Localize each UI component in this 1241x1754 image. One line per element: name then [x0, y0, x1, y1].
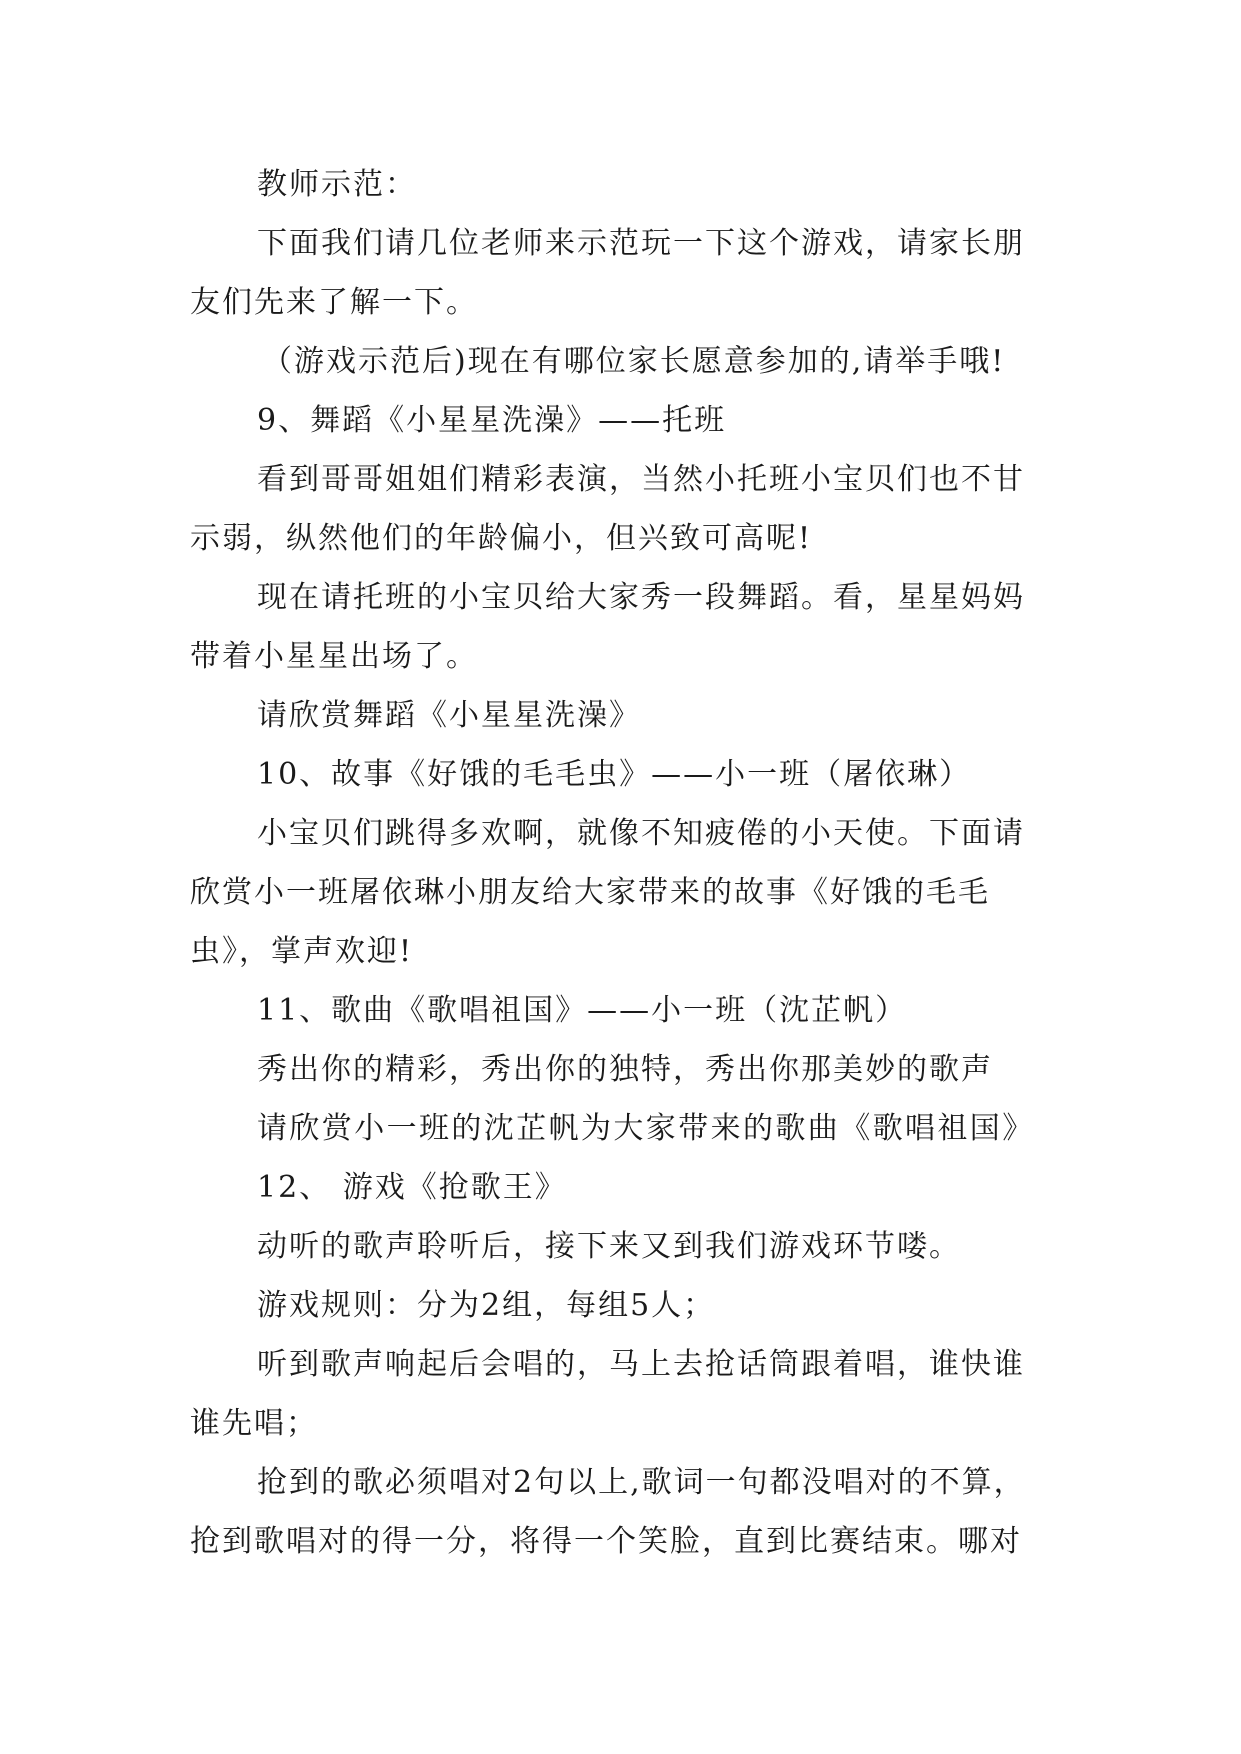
- paragraph-line: 抢到的歌必须唱对2句以上,歌词一句都没唱对的不算，: [257, 1465, 1026, 1500]
- paragraph-line: 听到歌声响起后会唱的，马上去抢话筒跟着唱，谁快谁: [257, 1347, 1025, 1382]
- paragraph-line: 欣赏小一班屠依琳小朋友给大家带来的故事《好饿的毛毛: [190, 875, 990, 910]
- section-heading: 10、故事《好饿的毛毛虫》——小一班（屠依琳）: [257, 757, 972, 792]
- section-heading: 9、舞蹈《小星星洗澡》——托班: [257, 403, 727, 438]
- paragraph-line: 看到哥哥姐姐们精彩表演，当然小托班小宝贝们也不甘: [257, 462, 1025, 497]
- paragraph-line: 带着小星星出场了。: [190, 639, 478, 674]
- paragraph-line: 教师示范：: [257, 167, 417, 202]
- paragraph-line: 小宝贝们跳得多欢啊，就像不知疲倦的小天使。下面请: [257, 816, 1025, 851]
- paragraph-line: 友们先来了解一下。: [190, 285, 478, 320]
- paragraph-line: 请欣赏舞蹈《小星星洗澡》: [257, 698, 641, 733]
- paragraph-line: 现在请托班的小宝贝给大家秀一段舞蹈。看，星星妈妈: [257, 580, 1025, 615]
- paragraph-line: 游戏规则：分为2组，每组5人；: [257, 1288, 716, 1323]
- paragraph-line: 示弱，纵然他们的年龄偏小，但兴致可高呢!: [190, 521, 813, 556]
- paragraph-line: 动听的歌声聆听后，接下来又到我们游戏环节喽。: [257, 1229, 961, 1264]
- paragraph-line: 秀出你的精彩，秀出你的独特，秀出你那美妙的歌声: [257, 1052, 993, 1087]
- section-heading: 12、 游戏《抢歌王》: [257, 1170, 567, 1205]
- paragraph-line: 谁先唱；: [190, 1406, 318, 1441]
- paragraph-line: （游戏示范后)现在有哪位家长愿意参加的,请举手哦!: [262, 344, 1006, 379]
- paragraph-line: 虫》，掌声欢迎!: [190, 934, 414, 969]
- paragraph-line: 抢到歌唱对的得一分，将得一个笑脸，直到比赛结束。哪对: [190, 1524, 1022, 1559]
- section-heading: 11、歌曲《歌唱祖国》——小一班（沈芷帆）: [257, 993, 908, 1028]
- paragraph-line: 请欣赏小一班的沈芷帆为大家带来的歌曲《歌唱祖国》: [257, 1111, 1035, 1146]
- paragraph-line: 下面我们请几位老师来示范玩一下这个游戏，请家长朋: [257, 226, 1025, 261]
